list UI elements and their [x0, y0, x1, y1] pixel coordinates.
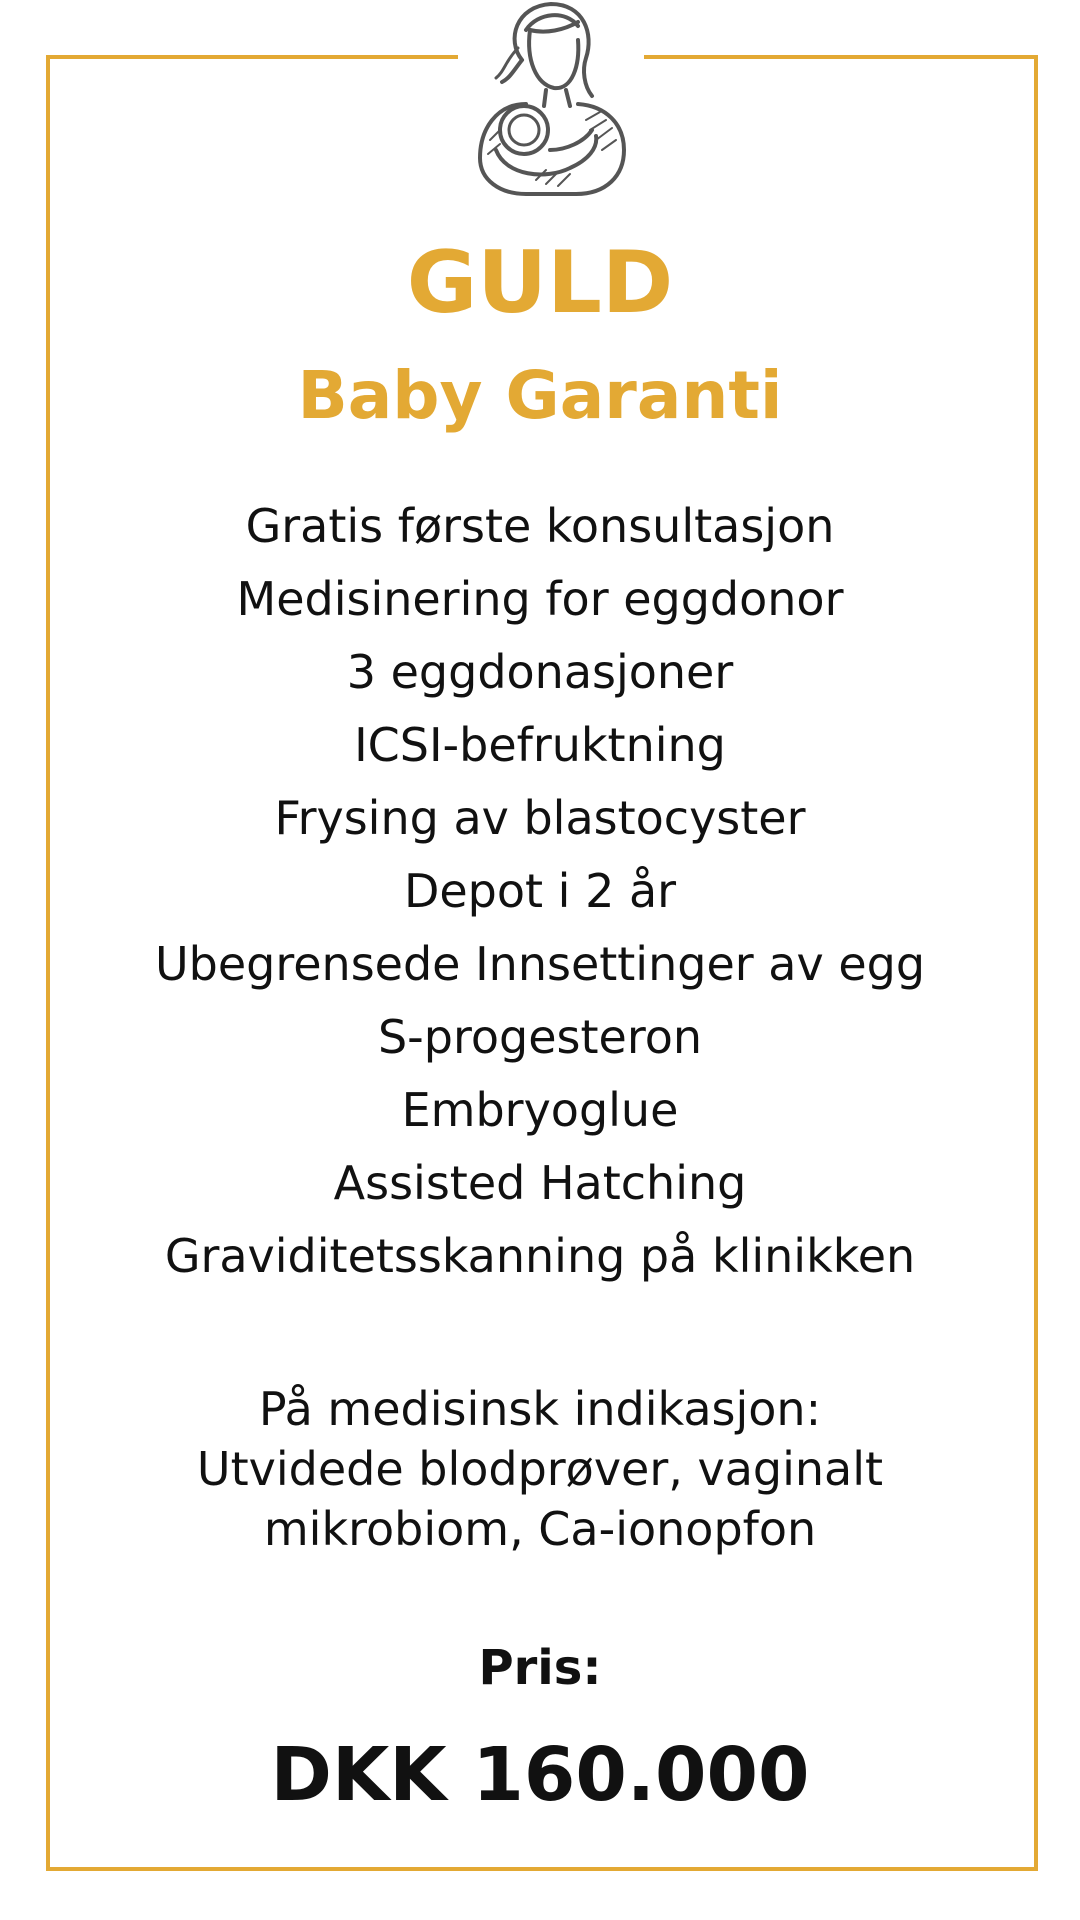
mother-holding-baby-icon	[466, 0, 636, 200]
medical-heading: På medisinsk indikasjon:	[258, 1382, 822, 1436]
feature-item: Embryoglue	[401, 1083, 679, 1137]
feature-item: Assisted Hatching	[333, 1156, 747, 1210]
feature-item: Depot i 2 år	[403, 864, 677, 918]
feature-item: Frysing av blastocyster	[274, 791, 806, 845]
feature-item: 3 eggdonasjoner	[346, 645, 734, 699]
medical-line: Utvidede blodprøver, vaginalt	[196, 1442, 884, 1496]
package-subtitle: Baby Garanti	[297, 357, 783, 434]
price-label: Pris:	[478, 1640, 602, 1696]
feature-item: Ubegrensede Innsettinger av egg	[154, 937, 926, 991]
package-title: GULD	[406, 233, 674, 333]
feature-item: Medisinering for eggdonor	[236, 572, 844, 626]
feature-item: ICSI-befruktning	[354, 718, 726, 772]
feature-item: Graviditetsskanning på klinikken	[164, 1229, 916, 1283]
medical-indication-note	[0, 1379, 1080, 1559]
price-value: DKK 160.000	[270, 1732, 810, 1818]
medical-line: mikrobiom, Ca-ionopfon	[263, 1502, 817, 1556]
feature-list	[0, 490, 1080, 1293]
feature-item: Gratis første konsultasjon	[245, 499, 835, 553]
feature-item: S-progesteron	[377, 1010, 703, 1064]
